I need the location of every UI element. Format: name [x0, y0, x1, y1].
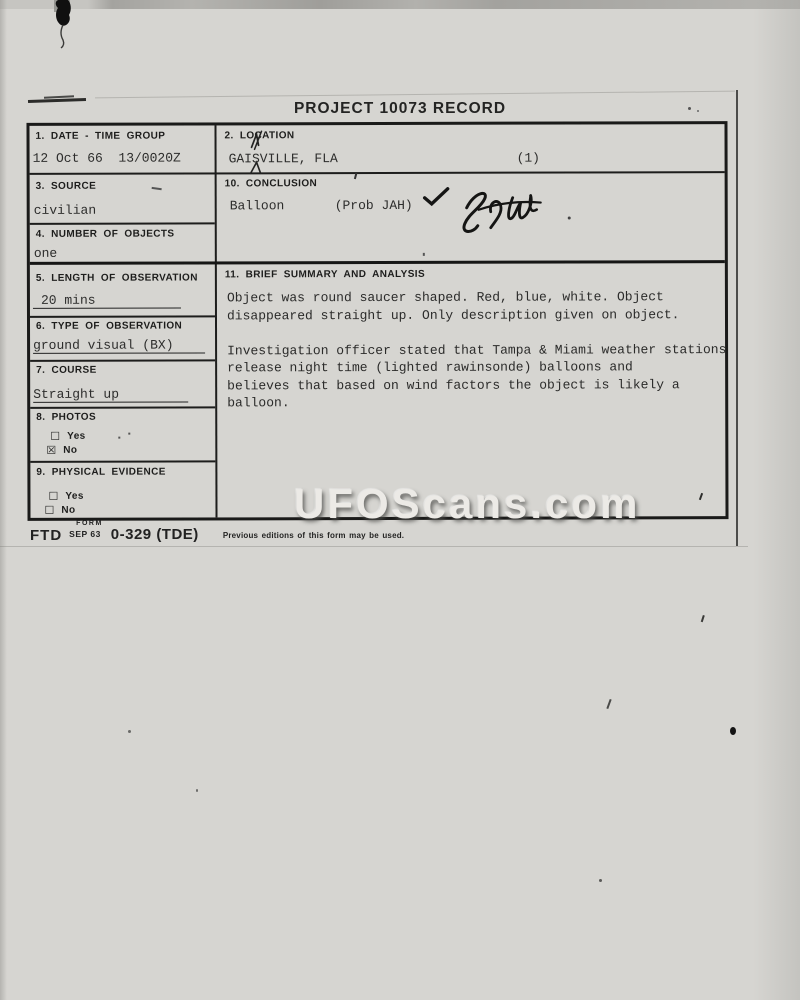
scan-left-shade: [0, 0, 7, 1000]
field-label: 2. LOCATION: [224, 130, 295, 142]
physical-evidence-no-option: [44, 505, 75, 516]
handwritten-checkmark: [423, 186, 451, 208]
handwritten-signature: [451, 185, 571, 240]
scan-artifact-dot: [568, 216, 571, 219]
physical-evidence-yes-option: [48, 491, 83, 502]
field-value: 20 mins: [33, 293, 181, 309]
field-value: 12 Oct 66 13/0020Z: [32, 150, 181, 166]
scan-crease-line: [0, 546, 748, 547]
field-value: GAISVILLE, FLA: [228, 151, 338, 167]
ink-blob-mark: [42, 0, 102, 60]
field-value: one: [33, 245, 58, 261]
field-label: 5. LENGTH OF OBSERVATION: [35, 272, 198, 284]
checkbox-label: Yes: [65, 490, 84, 502]
scan-artifact-dot: [599, 879, 602, 882]
scan-artifact-dot: [697, 110, 699, 112]
watermark: UFOScans.com: [294, 480, 641, 527]
field-label: 1. DATE - TIME GROUP: [35, 130, 166, 142]
photos-no-option: [46, 445, 77, 456]
scan-artifact-dot: [118, 437, 120, 439]
scan-artifact-slash: [606, 699, 611, 709]
field-value: Balloon: [229, 198, 285, 214]
checkbox-unchecked-icon: ☐: [48, 489, 59, 503]
checkbox-label: No: [63, 444, 78, 456]
footer-note: Previous editions of this form may be used.: [222, 531, 405, 540]
field-type-of-observation: [30, 317, 215, 359]
field-number-of-objects: [30, 224, 215, 261]
field-label: 10. CONCLUSION: [224, 178, 318, 190]
field-value: civilian: [33, 202, 97, 218]
page-title: PROJECT 10073 RECORD: [293, 100, 507, 117]
field-length-of-observation: [30, 264, 215, 315]
conclusion-note: (Prob JAH): [334, 197, 413, 214]
field-value: ground visual (BX): [33, 337, 205, 353]
scan-artifact-dot: [730, 727, 736, 735]
field-source: [30, 174, 215, 222]
footer-form-edition: SEP 63: [69, 529, 101, 539]
summary-text: Object was round saucer shaped. Red, blue, white. Object disappeared straight up. Only description given on object. Investigation officer stated that Tampa & Miami weather stations release night time (lighted rawinsonde) balloons and believes that based on wind factors the object is likely a balloon.: [226, 289, 727, 411]
scan-crease-line: [95, 91, 735, 99]
page-edge-line: [736, 90, 738, 546]
checkbox-label: Yes: [67, 430, 86, 442]
field-label: 6. TYPE OF OBSERVATION: [35, 320, 183, 332]
scan-scribble-mark: [28, 98, 86, 103]
field-physical-evidence: [30, 462, 215, 520]
field-label: 9. PHYSICAL EVIDENCE: [36, 466, 166, 478]
scan-artifact-dot: [423, 253, 425, 256]
field-photos: [30, 408, 215, 460]
field-aside: (1): [516, 150, 540, 166]
field-date-time-group: [29, 125, 214, 172]
scan-right-shade: [745, 0, 800, 1000]
scan-artifact-dot: [688, 107, 691, 110]
scan-artifact-dot: [128, 730, 131, 733]
footer-ftd: FTD: [30, 527, 63, 544]
field-location: [216, 124, 730, 172]
field-conclusion: [217, 173, 731, 261]
checkbox-unchecked-icon: ☐: [50, 429, 61, 443]
footer-form-word: FORM: [76, 520, 103, 527]
scan-artifact-dot: [128, 433, 130, 435]
checkbox-unchecked-icon: ☐: [44, 503, 55, 517]
checkbox-label: No: [61, 504, 76, 516]
photos-yes-option: [50, 431, 85, 442]
checkbox-checked-icon: ☒: [46, 443, 57, 457]
scan-artifact-dot: [196, 789, 198, 792]
scan-artifact-mark: [701, 615, 705, 622]
scan-top-edge-band: [0, 0, 800, 9]
field-label: 3. SOURCE: [35, 180, 97, 192]
scan-artifact-dot: [152, 187, 162, 190]
handwritten-insert-mark: [246, 129, 270, 175]
field-value: Straight up: [33, 386, 188, 402]
footer-form-number: 0-329 (TDE): [110, 526, 199, 543]
field-label: 7. COURSE: [36, 364, 97, 376]
record-table: [26, 121, 728, 521]
field-label: 8. PHOTOS: [36, 411, 97, 423]
field-course: [30, 361, 215, 406]
field-label: 4. NUMBER OF OBJECTS: [35, 228, 175, 240]
footer-form-date: [69, 520, 103, 539]
field-label: 11. BRIEF SUMMARY AND ANALYSIS: [224, 268, 426, 281]
